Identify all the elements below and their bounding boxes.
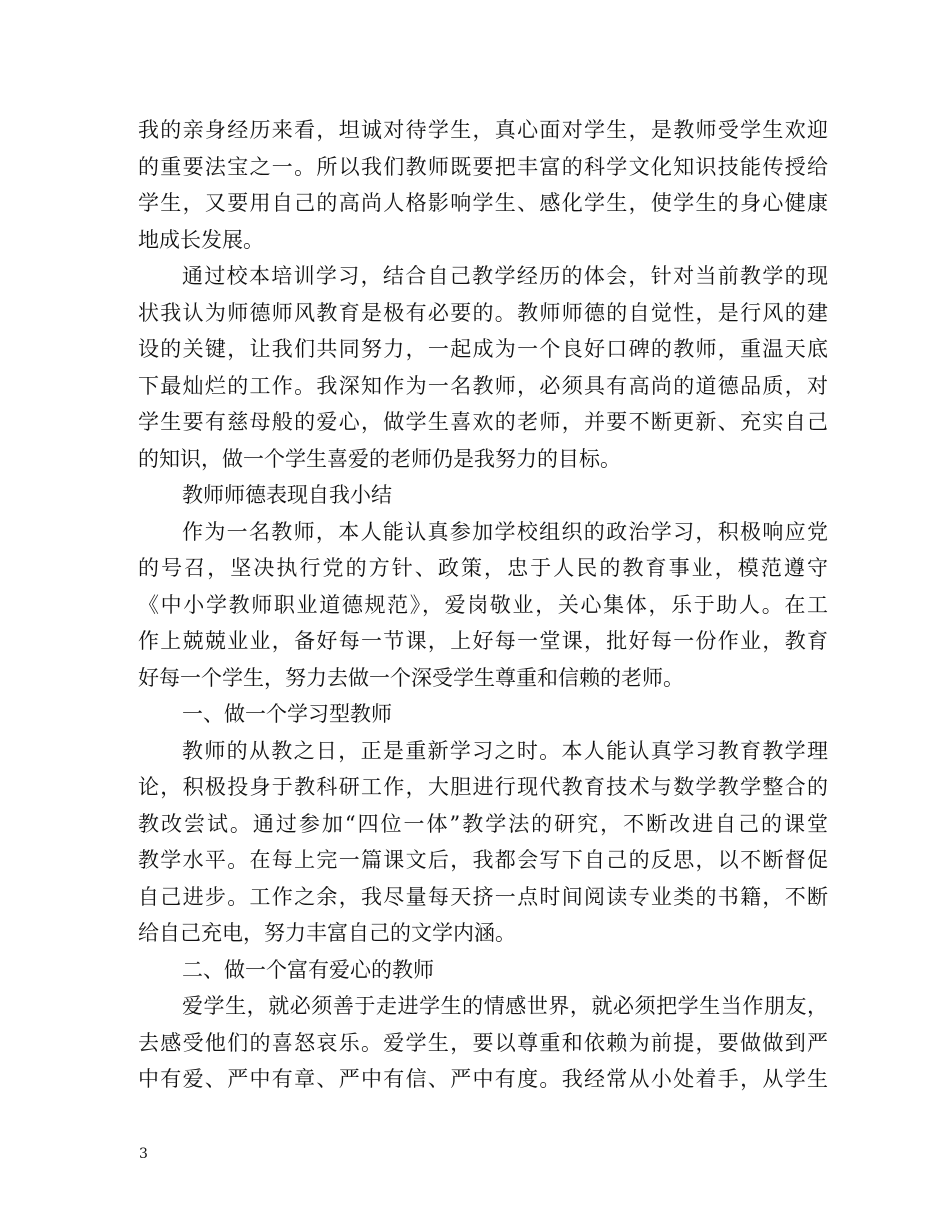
paragraph-first-line: 教师的从教之日，正是重新学习之时。本人能认真学习教育教学理 — [182, 738, 828, 763]
text-line: 的重要法宝之一。所以我们教师既要把丰富的科学文化知识技能传授给 — [138, 154, 828, 179]
text-line: 中有爱、严中有章、严中有信、严中有度。我经常从小处着手，从学生 — [138, 1067, 828, 1091]
text-line: 论，积极投身于教科研工作，大胆进行现代教育技术与数学教学整合的 — [138, 775, 828, 799]
section-heading: 教师师德表现自我小结 — [182, 483, 392, 507]
paragraph-first-line: 通过校本培训学习，结合自己教学经历的体会，针对当前教学的现 — [182, 264, 828, 288]
text-line: 状我认为师德师风教育是极有必要的。教师师德的自觉性，是行风的建 — [138, 300, 828, 325]
text-line: 教改尝试。通过参加“四位一体”教学法的研究，不断改进自己的课堂 — [138, 811, 828, 836]
text-line: 好每一个学生，努力去做一个深受学生尊重和信赖的老师。 — [138, 665, 684, 690]
text-line: 教学水平。在每上完一篇课文后，我都会写下自己的反思，以不断督促 — [138, 848, 828, 872]
text-line: 作上兢兢业业，备好每一节课，上好每一堂课，批好每一份作业，教育 — [138, 629, 828, 653]
page-number: 3 — [139, 1146, 148, 1162]
section-heading: 一、做一个学习型教师 — [182, 702, 392, 726]
text-line: 的号召，坚决执行党的方针、政策，忠于人民的教育事业，模范遵守 — [138, 556, 828, 580]
text-line: 学生要有慈母般的爱心，做学生喜欢的老师，并要不断更新、充实自己 — [138, 410, 828, 434]
text-line: 给自己充电，努力丰富自己的文学内涵。 — [138, 921, 516, 945]
section-heading: 二、做一个富有爱心的教师 — [182, 957, 434, 982]
text-line: 下最灿烂的工作。我深知作为一名教师，必须具有高尚的道德品质，对 — [138, 373, 828, 398]
text-line: 设的关键，让我们共同努力，一起成为一个良好口碑的教师，重温天底 — [138, 337, 828, 361]
paragraph-first-line: 作为一名教师，本人能认真参加学校组织的政治学习，积极响应党 — [182, 519, 828, 544]
text-line: 地成长发展。 — [138, 227, 264, 252]
text-line: 的知识，做一个学生喜爱的老师仍是我努力的目标。 — [138, 446, 621, 471]
paragraph-first-line: 爱学生，就必须善于走进学生的情感世界，就必须把学生当作朋友， — [182, 994, 828, 1018]
text-line: 自己进步。工作之余，我尽量每天挤一点时间阅读专业类的书籍，不断 — [138, 884, 828, 909]
text-line: 去感受他们的喜怒哀乐。爱学生，要以尊重和依赖为前提，要做做到严 — [138, 1030, 828, 1055]
text-line: 我的亲身经历来看，坦诚对待学生，真心面对学生，是教师受学生欢迎 — [138, 118, 828, 142]
text-line: 《中小学教师职业道德规范》，爱岗敬业，关心集体，乐于助人。在工 — [138, 592, 828, 617]
text-line: 学生，又要用自己的高尚人格影响学生、感化学生，使学生的身心健康 — [138, 191, 828, 215]
document-body — [138, 112, 828, 1098]
